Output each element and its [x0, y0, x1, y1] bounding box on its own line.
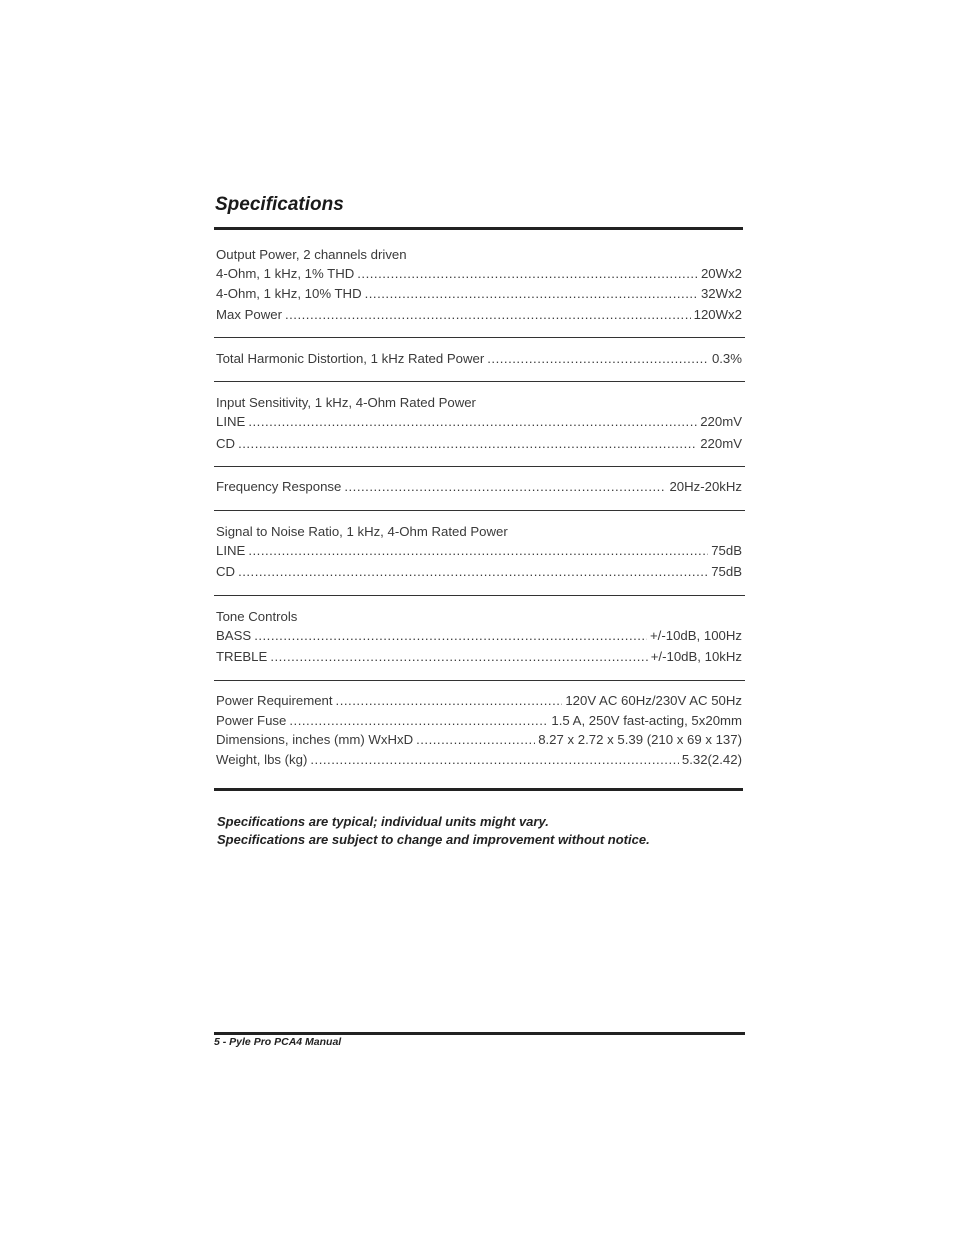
- spec-row: [216, 266, 742, 284]
- section-divider: [214, 466, 745, 467]
- spec-row: [216, 543, 742, 561]
- spec-row: [216, 713, 742, 731]
- spec-label: 4-Ohm, 1 kHz, 1% THD: [216, 266, 355, 281]
- spec-value: 8.27 x 2.72 x 5.39 (210 x 69 x 137): [538, 732, 742, 747]
- spec-label: Power Requirement: [216, 693, 333, 708]
- spec-value: 220mV: [700, 414, 742, 429]
- section-heading-input-sensitivity: Input Sensitivity, 1 kHz, 4-Ohm Rated Power: [216, 395, 476, 410]
- spec-row: [216, 752, 742, 770]
- page-title: Specifications: [215, 194, 344, 215]
- spec-row: [216, 414, 742, 432]
- spec-row-thd: [216, 351, 742, 369]
- spec-value: 75dB: [711, 564, 742, 579]
- spec-value: 32Wx2: [700, 286, 742, 301]
- leader-dots: [365, 286, 698, 301]
- footer-rule: [214, 1032, 745, 1035]
- spec-value: 120Wx2: [693, 307, 742, 322]
- spec-label: BASS: [216, 628, 252, 643]
- section-divider: [214, 510, 745, 511]
- leader-dots: [416, 732, 535, 747]
- page-footer: 5 - Pyle Pro PCA4 Manual: [214, 1036, 342, 1048]
- spec-value: 75dB: [711, 543, 742, 558]
- spec-row: [216, 286, 742, 304]
- spec-row-frequency-response: [216, 479, 742, 497]
- section-divider: [214, 337, 745, 338]
- spec-label: Power Fuse: [216, 713, 287, 728]
- section-divider: [214, 595, 745, 596]
- spec-value: 20Hz-20kHz: [669, 479, 742, 494]
- spec-label: Total Harmonic Distortion, 1 kHz Rated Power: [216, 351, 485, 366]
- leader-dots: [248, 543, 708, 558]
- spec-value: +/-10dB, 10kHz: [650, 649, 742, 664]
- title-rule: [214, 227, 743, 230]
- leader-dots: [238, 436, 697, 451]
- spec-row: [216, 693, 742, 711]
- section-divider: [214, 680, 745, 681]
- leader-dots: [344, 479, 666, 494]
- spec-value: +/-10dB, 100Hz: [649, 628, 742, 643]
- spec-label: Dimensions, inches (mm) WxHxD: [216, 732, 414, 747]
- leader-dots: [238, 564, 708, 579]
- spec-row: [216, 649, 742, 667]
- spec-value: 0.3%: [711, 351, 742, 366]
- leader-dots: [285, 307, 691, 322]
- spec-label: Frequency Response: [216, 479, 342, 494]
- leader-dots: [310, 752, 679, 767]
- spec-value: 5.32(2.42): [681, 752, 742, 767]
- spec-value: 20Wx2: [700, 266, 742, 281]
- spec-row: [216, 564, 742, 582]
- leader-dots: [254, 628, 647, 643]
- leader-dots: [487, 351, 709, 366]
- section-heading-output-power: Output Power, 2 channels driven: [216, 247, 407, 262]
- leader-dots: [336, 693, 563, 708]
- note-subject-to-change: Specifications are subject to change and improvement without notice.: [217, 832, 650, 847]
- spec-label: Weight, lbs (kg): [216, 752, 308, 767]
- spec-label: LINE: [216, 414, 246, 429]
- spec-label: TREBLE: [216, 649, 268, 664]
- leader-dots: [357, 266, 698, 281]
- spec-label: CD: [216, 436, 236, 451]
- spec-label: LINE: [216, 543, 246, 558]
- leader-dots: [270, 649, 647, 664]
- spec-value: 120V AC 60Hz/230V AC 50Hz: [565, 693, 742, 708]
- spec-row: [216, 307, 742, 325]
- section-heading-tone-controls: Tone Controls: [216, 609, 298, 624]
- spec-value: 1.5 A, 250V fast-acting, 5x20mm: [551, 713, 742, 728]
- spec-row: [216, 732, 742, 750]
- leader-dots: [248, 414, 697, 429]
- spec-value: 220mV: [700, 436, 742, 451]
- spec-label: 4-Ohm, 1 kHz, 10% THD: [216, 286, 362, 301]
- spec-label: CD: [216, 564, 236, 579]
- spec-label: Max Power: [216, 307, 282, 322]
- section-divider: [214, 381, 745, 382]
- spec-row: [216, 436, 742, 454]
- spec-row: [216, 628, 742, 646]
- note-typical: Specifications are typical; individual units might vary.: [217, 814, 549, 829]
- section-heading-snr: Signal to Noise Ratio, 1 kHz, 4-Ohm Rated Power: [216, 524, 508, 539]
- bottom-rule: [214, 788, 743, 791]
- leader-dots: [289, 713, 548, 728]
